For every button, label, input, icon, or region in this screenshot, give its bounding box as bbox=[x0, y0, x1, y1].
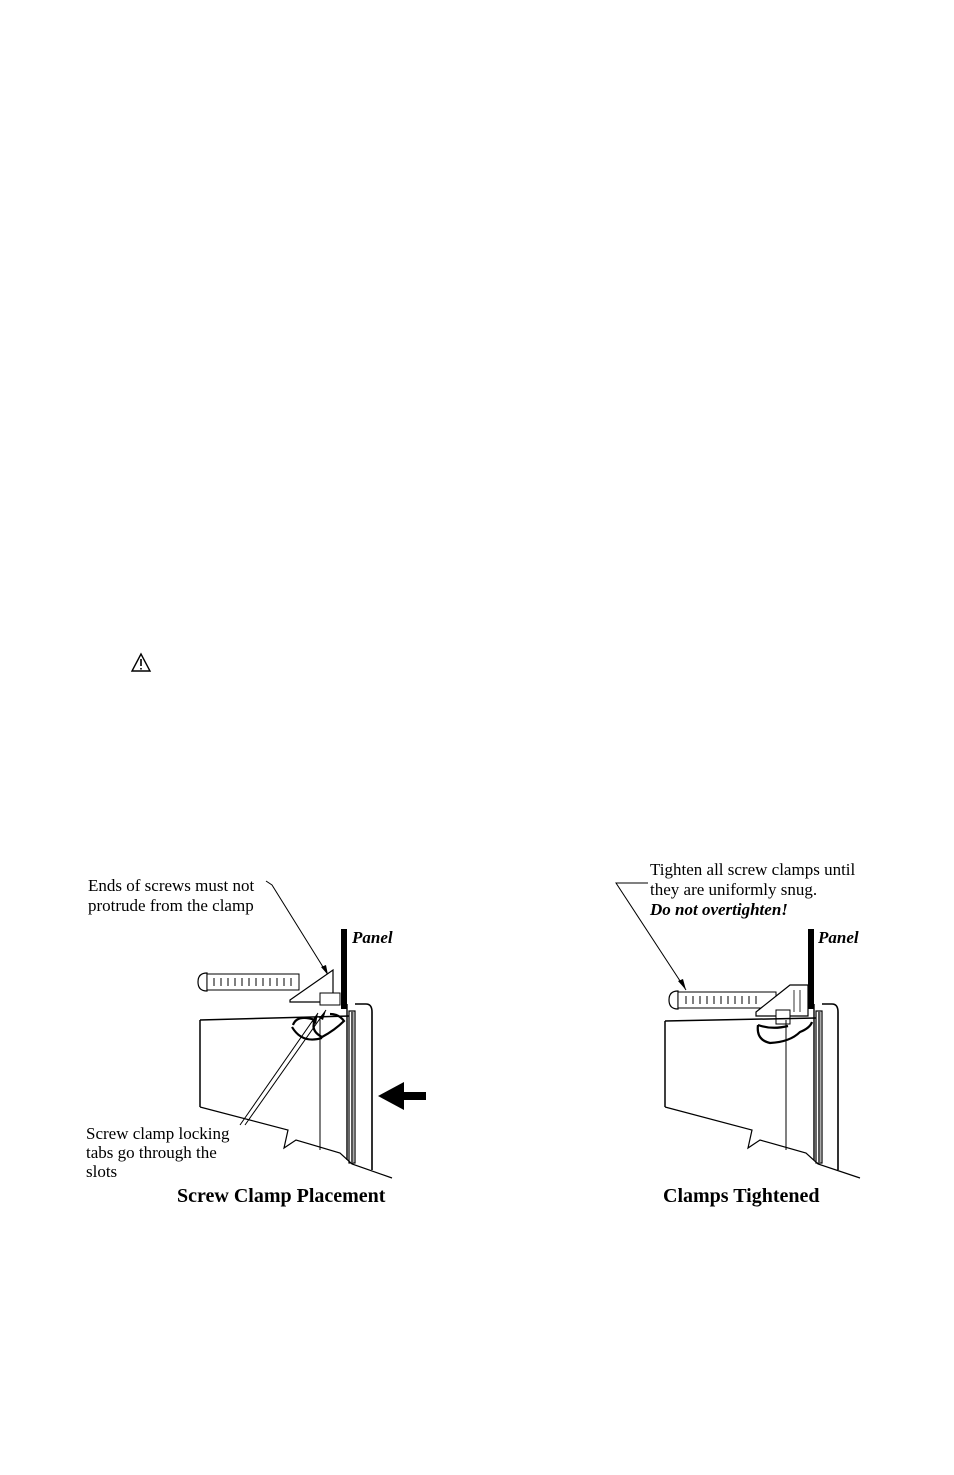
panel-left bbox=[341, 929, 347, 1009]
screw-right bbox=[669, 991, 776, 1009]
screw-clamp-placement-figure bbox=[86, 876, 426, 1207]
leader-line-screw-ends bbox=[266, 881, 328, 975]
panel-label-left: Panel bbox=[352, 928, 393, 947]
panel-right bbox=[808, 929, 814, 1009]
warning-triangle-icon bbox=[132, 654, 150, 671]
leader-line-locking-tabs-2 bbox=[245, 1010, 326, 1125]
note-locking-tabs-line1: Screw clamp locking bbox=[86, 1124, 230, 1143]
note-tighten-line2: they are uniformly snug. bbox=[650, 880, 818, 899]
instrument-housing-right bbox=[665, 1004, 860, 1178]
warning-do-not-overtighten: Do not overtighten! bbox=[650, 900, 788, 919]
panel-label-right: Panel bbox=[818, 928, 859, 947]
note-screw-ends-line1: Ends of screws must not bbox=[88, 876, 255, 895]
instrument-housing-left bbox=[200, 1004, 392, 1178]
arrow-left-icon bbox=[378, 1082, 426, 1110]
leader-line-locking-tabs-1 bbox=[240, 1013, 318, 1125]
screw-left bbox=[198, 973, 299, 991]
note-tighten-line1: Tighten all screw clamps until bbox=[650, 860, 856, 879]
note-screw-ends-line2: protrude from the clamp bbox=[88, 896, 254, 915]
caption-screw-clamp-placement: Screw Clamp Placement bbox=[177, 1185, 386, 1207]
caption-clamps-tightened: Clamps Tightened bbox=[663, 1185, 820, 1207]
note-locking-tabs-line3: slots bbox=[86, 1162, 118, 1181]
clamps-tightened-figure bbox=[616, 860, 860, 1207]
note-locking-tabs-line2: tabs go through the bbox=[86, 1143, 217, 1162]
